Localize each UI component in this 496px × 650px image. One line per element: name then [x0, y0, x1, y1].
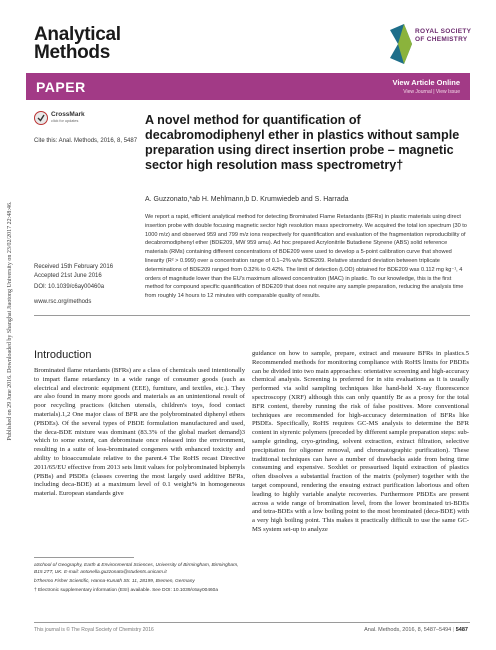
download-note: Published on 29 June 2016. Downloaded by Shanghai Jiaotong University on 23/02/2017 22:48:46. — [7, 201, 13, 441]
journal-name[interactable] — [34, 26, 121, 62]
crossmark-label: CrossMark — [51, 111, 85, 118]
journal-website-link[interactable]: www.rsc.org/methods — [34, 299, 92, 305]
abstract — [145, 213, 469, 301]
affiliation-b: bThermo Fisher Scientific, Hanna-Kunath Str. 11, 28199, Bremen, Germany — [34, 579, 195, 584]
body-paragraph: Brominated flame retardants (BFRs) are a class of chemicals used intentionally to impart flame retardancy in a wide range of consumer goods (such as electrical and electronic equipment (EEE), furniture, and textiles, etc.). They are also found in many more goods and materials as an unintentional result of poor recycling practices (kitchen utensils, children's toys, food contact materials).1,2 One major class of BFR are the polybrominated diphenyl ethers (PBDEs). Of the several types of PBDE formulation manufactured and used, the deca-BDE mixture was dominant (83.3% of the global market demand)3 which to some extent, can debrominate once released into the environment, resulting in a suite of less-brominated congeners with enhanced toxicity and ability to bioaccumulate relative to the parent.4 The RoHS recast Directive 2011/65/EU effective from 2013 sets limit values for polybrominated biphenyls (PBBs) and PBDEs (classes covering the most largely used additive BFRs, including deca-BDE) at a maximum level of 0.1 weight% in homogeneous material. European standards give — [34, 367, 245, 498]
footnotes — [34, 562, 245, 596]
esi-note: † Electronic supplementary information (ESI) available. See DOI: 10.1039/c6ay00460a — [34, 588, 218, 593]
view-journal-issue-links[interactable]: View Journal | View Issue — [403, 89, 460, 95]
society-name — [415, 28, 471, 44]
society-name-line1: ROYAL SOCIETY — [415, 28, 472, 35]
crossmark-icon — [34, 111, 48, 125]
article-type-label: PAPER — [36, 79, 86, 95]
dates — [34, 263, 113, 281]
journal-name-line2: Methods — [34, 42, 111, 63]
article-title: A novel method for quantification of decabromodiphenyl ether in plastics without sample preparation using direct insertion probe – magnetic sector high resolution mass spectrometry† — [145, 113, 460, 172]
received-date: Received 15th February 2016 — [34, 264, 114, 270]
crossmark-button[interactable] — [34, 111, 104, 125]
journal-reference: Anal. Methods, 2016, 8, 5487–5494 — [364, 627, 452, 633]
page-info: Anal. Methods, 2016, 8, 5487–5494 | 5487 — [364, 627, 468, 633]
footer-divider — [34, 622, 470, 623]
journal-name-line1: Analytical — [34, 24, 121, 45]
section-heading: Introduction — [34, 349, 92, 361]
article-type-band — [26, 73, 470, 100]
doi[interactable]: DOI: 10.1039/c6ay00460a — [34, 284, 105, 290]
society-name-line2: OF CHEMISTRY — [415, 36, 468, 43]
divider — [34, 315, 470, 316]
author-list: A. Guzzonato,*ab H. Mehlmann,b D. Krumwiedeb and S. Harrada — [145, 196, 349, 203]
affiliation-a: aSchool of Geography, Earth & Environmental Sciences, University of Birmingham, Birmingham, B15 2TT, UK. E-mail: antonella.guzzonato@students.unicam.it — [34, 563, 239, 575]
abstract-text: We report a rapid, efficient analytical method for detecting Brominated Flame Retardants (BFRs) in plastic materials using direct insertion probe with double focusing magnetic sector high resolution mass spectrometry. We acquired the total ion spectrum (30 to 1000 m/z) and observed 959 and 799 m/z ions respectively for quantification and evaluation of the fragmentation reproducibility of decabromodiphenyl ether (BDE209, MW 959 amu). Ad hoc prepared Acrylonitrile Butadiene Styrene (ABS) solid reference materials (RMs) containing different concentrations of BDE209 were used to develop a 5-point calibration curve that showed linearity (R² > 0.999) over a concentration range of 0.1–2% w/w BDE209. Relative standard deviation between triplicate determinations of BDE209 ranged from 0.32% to 0.42%. The limit of detection (LOD) obtained for BDE209 was 0.112 mg kg⁻¹, 4 orders of magnitude lower than the EU's maximum allowed concentration (MAC) in plastic. To our knowledge, this is the first method for compound specific quantification of BDE209 that does not require any sample preparation, reducing the analysis time from roughly 14 hours to 12 minutes with comparable quality of results. — [145, 214, 467, 300]
citation: Cite this: Anal. Methods, 2016, 8, 5487 — [34, 138, 138, 144]
body-column-left — [34, 367, 245, 499]
page-number: 5487 — [455, 627, 468, 633]
body-column-right — [252, 350, 469, 535]
body-paragraph: guidance on how to sample, prepare, extract and measure BFRs in plastics.5 Recommended methods for monitoring compliance with RoHS limits for PBDEs can be divided into two main approaches: orientative screening and high-accuracy chemical analysis. Screening is preferred for in situ evaluations as it is usually performed via solid sampling techniques like hand-held X-ray fluorescence spectroscopy (XRF) although this can only quantify Br as a proxy for the total BFR content, thereby running the risk of false positives. More conventional techniques are recommended for high-accuracy determination of BFRs like PBDEs. Specifically, RoHS requires GC-MS analysis to determine the BFR content in styrenic polymers (preceded by different sample preparation steps: sub-sample grinding, cryo-grinding, solvent extraction, extract filtration, selective precipitation for oligomer removal, and chromatographic purification). These traditional techniques can have a number of drawbacks aside from being time consuming and expensive. Soxhlet or pressurised liquid extraction of plastics often dissolves a substantial fraction of the matrix (polymer) together with the target compound, rendering the ensuing extract purification laborious and often leading to highly variable analyte recoveries. Furthermore PBDEs are present across a wide range of bromination level, from the lower brominated tri-BDEs and tetra-BDEs with a low boiling point to the most brominated (deca-BDE) with a very high boiling point. This makes it practically difficult to use the same GC-MS system set-up to analyze — [252, 350, 469, 533]
accepted-date: Accepted 21st June 2016 — [34, 273, 102, 279]
view-article-online-link[interactable]: View Article Online — [392, 78, 460, 87]
crossmark-sublabel: click for updates — [51, 119, 79, 123]
footnote-divider — [34, 557, 134, 558]
copyright: This journal is © The Royal Society of Chemistry 2016 — [34, 627, 154, 633]
